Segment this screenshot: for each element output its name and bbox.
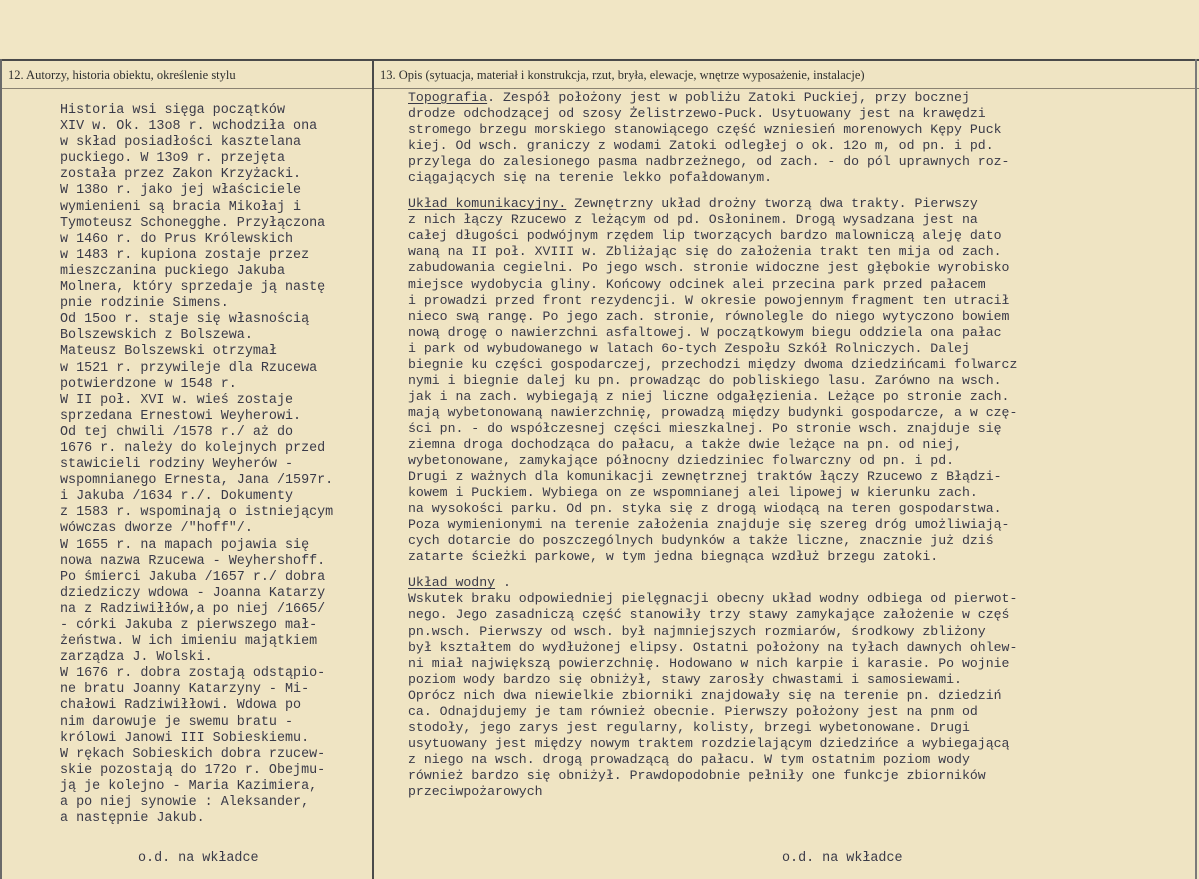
history-line: a po niej synowie : Aleksander, <box>60 795 310 811</box>
section-gap <box>408 186 1193 196</box>
history-line: W 1676 r. dobra zostają odstąpio- <box>60 666 326 682</box>
description-line <box>408 405 1193 421</box>
description-line <box>408 549 1193 565</box>
history-line: na z Radziwiłłów,a po niej /1665/ <box>60 601 326 617</box>
history-line: z 1583 r. wspominają o istniejącym <box>60 505 334 521</box>
line-text: ni miał największą powierzchnię. Hodowano w nich karpie i karasie. Po wojnie <box>408 655 1010 671</box>
section-gap <box>408 565 1193 575</box>
line-text: drodze odchodzącej od szosy Żelistrzewo-Puck. Usytuowany jest na krawędzi <box>408 106 986 122</box>
line-text: nego. Jego zasadniczą część stanowiły trzy stawy zamykające założenie w częś <box>408 607 1010 623</box>
description-line <box>408 90 1193 106</box>
column-divider <box>372 59 374 879</box>
description-line <box>408 485 1193 501</box>
description-line <box>408 357 1193 373</box>
history-line: ją je kolejno - Maria Kazimiera, <box>60 778 318 794</box>
history-line: skie pozostają do 172o r. Obejmu- <box>60 762 326 778</box>
history-line: nowa nazwa Rzucewa - Weyhershoff. <box>60 553 326 569</box>
description-line <box>408 672 1193 688</box>
line-text: z nich łączy Rzucewo z leżącym od pd. Osłoninem. Drogą wysadzana jest na <box>408 212 978 228</box>
description-line <box>408 325 1193 341</box>
description-line <box>408 533 1193 549</box>
line-text: nową drogę o nawierzchni asfaltowej. W początkowym biegu oddziela ona pałac <box>408 324 1002 340</box>
description-line <box>408 389 1193 405</box>
description-line <box>408 170 1193 186</box>
line-text: i prowadzi przed front rezydencji. W okresie powojennym fragment ten utracił <box>408 292 1010 308</box>
line-text: cych dotarcie do poszczególnych budynków a także liczne, znacznie już dziś <box>408 533 994 549</box>
history-line: W 1655 r. na mapach pojawia się <box>60 537 310 553</box>
header-right: 13. Opis (sytuacja, materiał i konstrukcja, rzut, bryła, elewacje, wnętrze wyposażenie, instalacje) <box>380 68 865 82</box>
history-line: królowi Janowi III Sobieskiemu. <box>60 730 310 746</box>
footer-left: o.d. na wkładce <box>138 851 259 866</box>
line-text: Poza wymienionymi na terenie założenia znajduje się szereg dróg umożliwiają- <box>408 517 1010 533</box>
description-line <box>408 784 1193 800</box>
description-line <box>408 575 1193 591</box>
history-line: w skład posiadłości kasztelana <box>60 135 302 151</box>
history-line: ne bratu Joanny Katarzyny - Mi- <box>60 682 310 698</box>
line-text: . <box>495 575 511 591</box>
history-line: Molnera, który sprzedaje ją nastę <box>60 280 326 296</box>
description-line <box>408 624 1193 640</box>
right-border <box>1195 59 1197 879</box>
line-text: przylega do zalesionego pasma nadbrzeżnego, od zach. - do pól uprawnych roz- <box>408 154 1010 170</box>
history-line: - córki Jakuba z pierwszego mał- <box>60 618 318 633</box>
line-text: kiej. Od wsch. graniczy z wodami Zatoki odległej o ok. 12o m, od pn. i pd. <box>408 138 994 154</box>
history-line: w 1483 r. kupiona zostaje przez <box>60 247 310 263</box>
description-line <box>408 704 1193 720</box>
line-text: stodoły, jego zarys jest regularny, kolisty, brzegi wybetonowane. Drugi <box>408 719 970 735</box>
line-text: na wysokości parku. Od pn. styka się z drogą wiodącą na teren gospodarstwa. <box>408 501 1002 517</box>
line-text: waną na II poł. XVIII w. Zbliżając się do założenia trakt ten mija od zach. <box>408 244 1002 260</box>
history-line: 1676 r. należy do kolejnych przed <box>60 440 326 456</box>
history-line: Po śmierci Jakuba /1657 r./ dobra <box>60 569 326 585</box>
history-column <box>60 103 370 827</box>
description-line <box>408 453 1193 469</box>
history-line: puckiego. W 13o9 r. przejęta <box>60 151 285 167</box>
description-line <box>408 421 1193 437</box>
history-line: XIV w. Ok. 13o8 r. wchodziła ona <box>60 119 318 135</box>
left-border <box>0 59 2 879</box>
description-line <box>408 688 1193 704</box>
description-line <box>408 260 1193 276</box>
line-text: zatarte ścieżki parkowe, w tym jedna biegnąca wzdłuż brzegu zatoki. <box>408 549 939 565</box>
line-text: Drugi z ważnych dla komunikacji zewnętrznej traktów łączy Rzucewo z Błądzi- <box>408 469 1002 485</box>
history-line: zarządza J. Wolski. <box>60 650 213 666</box>
line-text: Oprócz nich dwa niewielkie zbiorniki znajdowały się na terenie pn. dziedziń <box>408 687 1002 703</box>
history-line: i Jakuba /1634 r./. Dokumenty <box>60 489 294 505</box>
history-line: Od tej chwili /1578 r./ aż do <box>60 424 294 440</box>
description-line <box>408 720 1193 736</box>
description-line <box>408 277 1193 293</box>
history-line: a następnie Jakub. <box>60 811 205 827</box>
description-line <box>408 752 1193 768</box>
history-line: w 1521 r. przywileje dla Rzucewa <box>60 360 318 376</box>
history-line: potwierdzone w 1548 r. <box>60 376 237 392</box>
description-line <box>408 517 1193 533</box>
line-text: zabudowania cegielni. Po jego wsch. stronie widoczne jest głębokie wyrobisko <box>408 260 1010 276</box>
history-line: żeństwa. W ich imieniu majątkiem <box>60 634 318 650</box>
history-line: wówczas dworze /"hoff"/. <box>60 521 253 537</box>
line-text: ca. Odnajdujemy je tam również obecnie. Pierwszy położony jest na pnm od <box>408 703 978 719</box>
description-line <box>408 196 1193 212</box>
history-line: chałowi Radziwiłłowi. Wdowa po <box>60 698 302 714</box>
history-line: wymienieni są bracia Mikołaj i <box>60 199 302 215</box>
history-line: w 146o r. do Prus Królewskich <box>60 231 294 247</box>
header-rule <box>0 59 1199 61</box>
section-heading: Układ wodny <box>408 575 496 591</box>
description-line <box>408 736 1193 752</box>
history-line: nim darowuje je swemu bratu - <box>60 714 294 730</box>
history-line: pnie rodzinie Simens. <box>60 296 229 312</box>
history-line: Od 15oo r. staje się własnością <box>60 312 310 328</box>
history-line: Mateusz Bolszewski otrzymał <box>60 344 277 360</box>
line-text: Zewnętrzny układ drożny tworzą dwa trakty. Pierwszy <box>566 196 978 212</box>
section-heading: Układ komunikacyjny. <box>408 196 567 212</box>
description-line <box>408 122 1193 138</box>
description-line <box>408 768 1193 784</box>
header-left: 12. Autorzy, historia obiektu, określenie stylu <box>8 68 236 82</box>
history-line: sprzedana Ernestowi Weyherowi. <box>60 408 302 424</box>
line-text: . Zespół położony jest w pobliżu Zatoki Puckiej, przy bocznej <box>487 90 970 105</box>
line-text: usytuowany jest między nowym traktem rozdzielającym dziedzińce a wybiegającą <box>408 735 1010 751</box>
line-text: nymi i biegnie dalej ku pn. prowadząc do pobliskiego lasu. Zarówno na wsch. <box>408 372 1002 388</box>
history-line: mieszczanina puckiego Jakuba <box>60 263 285 279</box>
description-line <box>408 293 1193 309</box>
description-line <box>408 212 1193 228</box>
history-line: dziedziczy wdowa - Joanna Katarzy <box>60 585 326 601</box>
line-text: ciągających się na terenie lekko pofałdowanym. <box>408 170 773 186</box>
line-text: całej długości podwójnym rzędem lip tworzących bardzo malowniczą aleję dato <box>408 228 1002 244</box>
line-text: nieco swą rangę. Po jego zach. stronie, równolegle do niego wytyczono bowiem <box>408 308 1010 324</box>
history-line: stawicieli rodziny Weyherów - <box>60 457 294 473</box>
description-line <box>408 309 1193 325</box>
description-line <box>408 591 1193 607</box>
description-line <box>408 106 1193 122</box>
description-line <box>408 341 1193 357</box>
line-text: ści pn. - do współczesnej części mieszkalnej. Po stronie wsch. znajduje się <box>408 420 1002 436</box>
history-line: Historia wsi sięga początków <box>60 103 285 118</box>
top-margin <box>0 0 1199 58</box>
description-line <box>408 138 1193 154</box>
description-line <box>408 437 1193 453</box>
line-text: wybetonowane, zamykające północny dziedziniec folwarczny od pn. i pd. <box>408 453 955 469</box>
history-line: wspomnianego Ernesta, Jana /1597r. <box>60 473 334 489</box>
history-line: Bolszewskich z Bolszewa. <box>60 328 253 344</box>
line-text: pn.wsch. Pierwszy od wsch. był najmniejszych rozmiarów, środkowy zbliżony <box>408 623 986 639</box>
description-line <box>408 154 1193 170</box>
history-line: została przez Zakon Krzyżacki. <box>60 167 302 183</box>
line-text: z niego na wsch. drogą prowadzącą do pałacu. W tym ostatnim poziom wody <box>408 751 970 767</box>
line-text: i park od wybudowanego w latach 6o-tych Zespołu Szkół Rolniczych. Dalej <box>408 340 970 356</box>
line-text: jak i na zach. wybiegają z niej liczne odgałęzienia. Leżące po stronie zach. <box>408 388 1010 404</box>
section-heading: Topografia <box>408 90 488 105</box>
description-line <box>408 607 1193 623</box>
line-text: poziom wody bardzo się obniżył, stawy zarosły chwastami i samosiewami. <box>408 671 962 687</box>
history-line: Tymoteusz Schonegghe. Przyłączona <box>60 215 326 231</box>
line-text: przeciwpożarowych <box>408 783 543 799</box>
description-line <box>408 373 1193 389</box>
line-text: miejsce wydobycia gliny. Końcowy odcinek alei przecina park przed pałacem <box>408 276 986 292</box>
line-text: również bardzo się obniżył. Prawdopodobnie pełniły one funkcje zbiorników <box>408 767 986 783</box>
history-line: W rękach Sobieskich dobra rzucew- <box>60 746 326 762</box>
header-underline <box>0 88 1199 89</box>
line-text: kowem i Puckiem. Wybiega on ze wspomnianej alei lipowej w kierunku zach. <box>408 485 978 501</box>
history-line: W 138o r. jako jej właściciele <box>60 183 302 199</box>
description-column <box>408 90 1193 800</box>
description-line <box>408 244 1193 260</box>
line-text: mają wybetonowaną nawierzchnię, prowadzą między budynki gospodarcze, a w czę- <box>408 404 1018 420</box>
description-line <box>408 640 1193 656</box>
line-text: biegnie ku części gospodarczej, przechodzi między dwoma dziedzińcami folwarcz <box>408 356 1018 372</box>
description-line <box>408 656 1193 672</box>
line-text: Wskutek braku odpowiedniej pielęgnacji obecny układ wodny odbiega od pierwot- <box>408 591 1018 607</box>
description-line <box>408 469 1193 485</box>
description-line <box>408 228 1193 244</box>
line-text: stromego brzegu morskiego stanowiącego część wzniesień morenowych Kępy Puck <box>408 122 1002 138</box>
footer-right: o.d. na wkładce <box>782 851 903 866</box>
history-line: W II poł. XVI w. wieś zostaje <box>60 392 294 408</box>
description-line <box>408 501 1193 517</box>
line-text: był kształtem do wydłużonej elipsy. Ostatni położony na tyłach dawnych ohlew- <box>408 639 1018 655</box>
line-text: ziemna droga dochodząca do pałacu, a także dwie leżące na pn. od niej, <box>408 436 962 452</box>
